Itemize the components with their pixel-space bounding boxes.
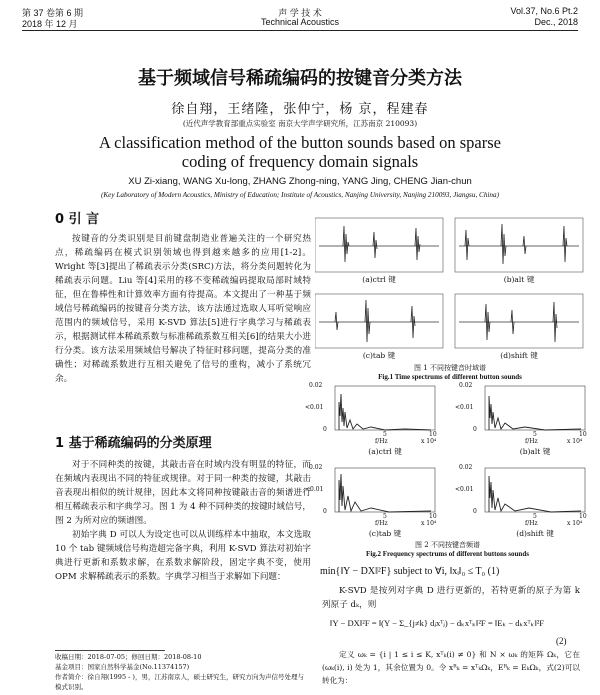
fig2-c-ytick-mid: <0.01 [305, 486, 324, 493]
affiliation-cn: (近代声学教育部重点实验室 南京大学声学研究所，江苏南京 210093) [182, 119, 418, 128]
section-0-heading: 0 引 言 [55, 212, 100, 227]
fig2-panel-a-spectrum [335, 386, 435, 430]
fig2-d-xtick-5: 5 [533, 513, 537, 520]
figure-1-plots [315, 216, 585, 366]
define-text: 定义 ωₖ = {i | 1 ≤ i ≤ K, xᵀₖ(i) ≠ 0} 和 N × ωₖ 的矩阵 Ωₖ，它在 (ωₖ(i), i) 处为 1，其余位置为 0。令 xᴿₖ = xᵀₖΩₖ，Eᴿₖ = EₖΩₖ，式(2)可以转化为： [322, 650, 580, 685]
section-1-paragraph-1: 对于不同种类的按键，其敲击音在时域内没有明显的特征，而在频域内表现出不同的特征或规律。对于同一种类的按键，其敲击音表现出相似的统计规律，因此本文将同种按键敲击音的频谱进行相互稀疏表示和字典学习。图 1 为 4 种不同种类的按键时域信号，图 2 为所对应的频谱图。 [55, 460, 311, 526]
fig2-a-ytick-zero: 0 [323, 426, 327, 433]
header-journal-en: Technical Acoustics [260, 17, 340, 27]
fig2-d-xlabel: f/Hz [525, 520, 538, 527]
fig2-caption-cn: 图 2 不同按键音频谱 [415, 541, 480, 549]
figure-2 [305, 382, 590, 560]
title-cn: 基于频域信号稀疏编码的按键音分类方法 [138, 68, 462, 89]
fig2-d-ytick-mid: <0.01 [455, 486, 474, 493]
fig2-panel-a-label: (a)ctrl 键 [368, 447, 402, 456]
affiliation-en: (Key Laboratory of Modern Acoustics, Ministry of Education; Institute of Acoustics, Nanjing University, Nanjing 210093, Jiangsu, China) [100, 191, 499, 199]
fig2-c-ytick-top: 0.02 [309, 464, 323, 471]
fig1-caption-cn: 图 1 不同按键音时域谱 [414, 364, 486, 372]
fig2-a-xlabel: f/Hz [375, 438, 388, 445]
fig1-panel-a-label: (a)ctrl 键 [362, 275, 396, 284]
fig2-b-xlabel: f/Hz [525, 438, 538, 445]
fig2-panel-d-spectrum [485, 468, 585, 512]
ksvd-text: K-SVD 是按列对字典 D 进行更新的，若特更新的原子为第 k 列原子 dₖ，则 [322, 586, 580, 610]
fig2-panel-b-spectrum [485, 386, 585, 430]
fig1-panel-d-label: (d)shift 键 [500, 351, 538, 360]
fig2-b-xtick-5: 5 [533, 431, 537, 438]
header-journal-cn: 声 学 技 术 [278, 8, 322, 18]
title-en-line1: A classification method of the button sounds based on sparse [99, 133, 501, 152]
authors-cn: 徐自翔，王绪隆，张仲宁，杨 京，程建春 [171, 102, 429, 117]
authors-en: XU Zi-xiang, WANG Xu-long, ZHANG Zhong-ning, YANG Jing, CHENG Jian-chun [128, 176, 472, 187]
fig1-panel-c-label: (c)tab 键 [362, 351, 396, 360]
title-en-line2: coding of frequency domain signals [181, 152, 419, 171]
figure-1 [315, 216, 585, 386]
fig1-panel-c-signal [315, 294, 443, 348]
fig2-a-ytick-top: 0.02 [309, 382, 323, 389]
define-paragraph [322, 648, 580, 687]
header-vol-en: Vol.37, No.6 Pt.2 [510, 6, 578, 16]
footnote [55, 652, 305, 692]
section-0-paragraph: 按键音的分类识别是目前键盘制造业普遍关注的一个研究热点，稀疏编码在模式识别领域也得到越来越多的应用[1-2]。Wright 等[3]提出了稀疏表示分类(SRC)方法，将分类问题转化为稀疏表示问题。Liu 等[4]采用的移不变稀疏编码提取局部时域特征，但在鲁棒性和计算效率方面有待提高。本文提出了一种基于频域信号稀疏编码的按键音分类方法，该方法通过选取人耳听觉响应范围内的频域信号，采用 K-SVD 算法[5]进行字典学习与稀疏表示，根据测试样本稀疏系数与标准稀疏系数互相关[6]的结果大小进行分类。该方法采用频域信号解决了特征时移问题，提高分类的准确性；对稀疏系数进行互相关避免了信号的重构，减小了系统冗余。 [55, 234, 311, 384]
fig2-a-xscale: x 10⁴ [421, 438, 437, 445]
section-0-body [55, 232, 311, 386]
fig2-d-xtick-10: 10 [579, 513, 587, 520]
footnote-received: 收稿日期：2018-07-05；修回日期：2018-08-10 [55, 653, 202, 661]
section-1-paragraph-2: 初始字典 D 可以人为设定也可以从训练样本中抽取，本文选取 10 个 tab 键频域信号构造超完备字典，利用 K-SVD 算法对初始字典进行更新和系数求解，在系数求解阶段，固定字典不变，使用 OPM 求解稀疏表示的系数。字典学习相当于求解如下问题： [55, 530, 311, 582]
header-date-en: Dec., 2018 [534, 17, 578, 27]
fig2-b-ytick-zero: 0 [473, 426, 477, 433]
fig1-panel-b-signal [455, 218, 583, 272]
figure-2-plots [305, 382, 590, 534]
fig1-panel-d-signal [455, 294, 583, 348]
fig2-c-xtick-5: 5 [383, 513, 387, 520]
fig2-panel-c-spectrum [335, 468, 435, 512]
footnote-rule [55, 650, 165, 651]
fig2-a-xtick-10: 10 [429, 431, 437, 438]
fig2-b-xscale: x 10⁴ [567, 438, 583, 445]
fig2-c-xtick-10: 10 [429, 513, 437, 520]
equation-2-number: (2) [556, 636, 567, 646]
footnote-fund: 基金项目：国家自然科学基金(No.11374157) [55, 663, 190, 671]
fig2-b-ytick-mid: <0.01 [455, 404, 474, 411]
fig2-d-ytick-zero: 0 [473, 508, 477, 515]
fig1-caption-en: Fig.1 Time spectrums of different button sounds [378, 373, 522, 381]
footnote-author: 作者简介：徐自翔(1995 - )，男，江苏南京人，硕士研究生，研究方向为声信号处理与模式识别。 [55, 673, 304, 691]
fig2-a-xtick-5: 5 [383, 431, 387, 438]
fig2-b-ytick-top: 0.02 [459, 382, 473, 389]
fig2-panel-d-label: (d)shift 键 [516, 529, 554, 538]
fig2-panel-c-label: (c)tab 键 [368, 529, 402, 538]
equation-2: ‖Y − DX‖²F = ‖(Y − Σ_{j≠k} dⱼxᵀⱼ) − dₖxᵀₖ‖²F = ‖Eₖ − dₖxᵀₖ‖²F [330, 618, 545, 628]
fig2-a-ytick-mid: <0.01 [305, 404, 324, 411]
fig2-c-xscale: x 10⁴ [421, 520, 437, 527]
fig1-panel-a-signal [315, 218, 443, 272]
fig2-c-xlabel: f/Hz [375, 520, 388, 527]
fig2-panel-b-label: (b)alt 键 [519, 447, 551, 456]
header-rule [22, 30, 578, 31]
header-volume: 第 37 卷第 6 期 [22, 8, 84, 18]
header-date: 2018 年 12 月 [22, 19, 78, 29]
ksvd-paragraph [322, 584, 580, 612]
fig2-c-ytick-zero: 0 [323, 508, 327, 515]
section-1-heading: 1 基于稀疏编码的分类原理 [55, 436, 212, 451]
section-1-body [55, 458, 311, 584]
fig2-d-ytick-top: 0.02 [459, 464, 473, 471]
fig1-panel-b-label: (b)alt 键 [503, 275, 535, 284]
fig2-b-xtick-10: 10 [579, 431, 587, 438]
fig2-caption-en: Fig.2 Frequency spectrums of different buttons sounds [366, 550, 529, 558]
fig2-d-xscale: x 10⁴ [567, 520, 583, 527]
equation-1: min{‖Y − DX‖²F} subject to ∀i, ‖xᵢ‖₀ ≤ T₀ (1) [320, 566, 500, 577]
